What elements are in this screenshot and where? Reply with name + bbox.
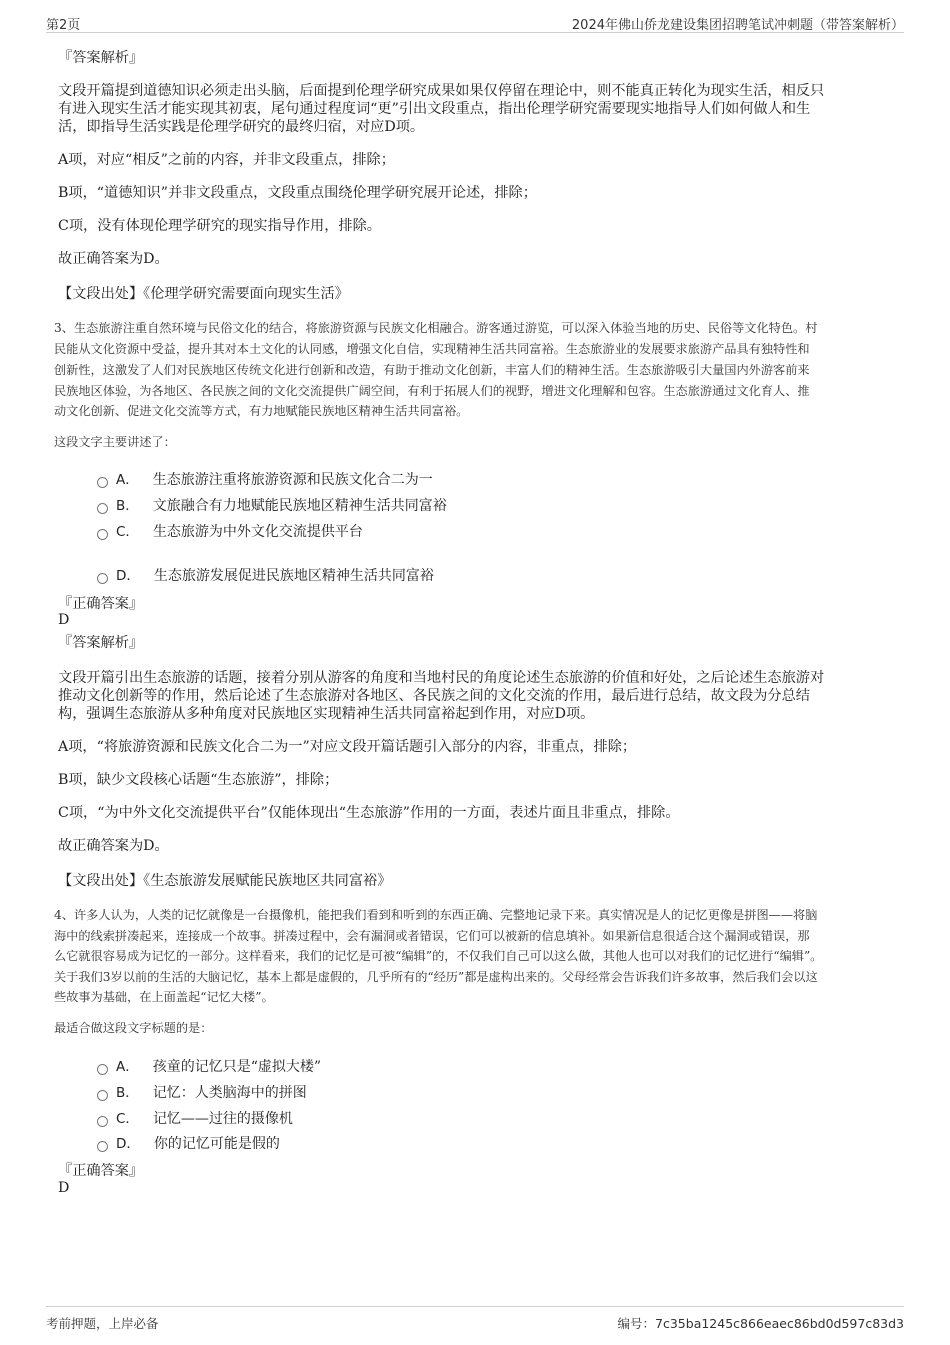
radio-button-icon[interactable] [97, 1064, 108, 1075]
q2-option-a-note: A项，对应“相反”之前的内容，并非文段重点，排除； [58, 152, 395, 168]
page-header [46, 12, 904, 33]
q3-analysis-line-3: 构，强调生态旅游从多种角度对民族地区实现精神生活共同富裕起到作用，对应D项。 [58, 706, 595, 722]
q3-analysis-line-2: 推动文化创新等的作用，然后论述了生态旅游对各地区、各民族之间的文化交流的作用，最后进行总结，故文段为分总结 [58, 688, 810, 704]
q4-answer-label: 『正确答案』 [58, 1163, 144, 1179]
radio-button-icon[interactable] [97, 1116, 108, 1127]
page-number: 第2页 [46, 18, 81, 33]
radio-button-icon[interactable] [97, 573, 108, 584]
q3-answer-label: 『正确答案』 [58, 596, 144, 612]
q3-question: 这段文字主要讲述了： [54, 435, 176, 449]
radio-button-icon[interactable] [97, 503, 108, 514]
q4-option-c[interactable]: C． 记忆——过往的摄像机 [97, 1110, 293, 1128]
q3-option-c[interactable]: C． 生态旅游为中外文化交流提供平台 [97, 523, 363, 541]
q2-analysis-line-2: 有进入现实生活才能实现其初衷，尾句通过程度词“更”引出文段重点，指出伦理学研究需要现实地指导人们如何做人和生 [58, 101, 811, 117]
radio-button-icon[interactable] [97, 477, 108, 488]
q3-passage-line-5: 动文化创新、促进文化交流等方式，有力地赋能民族地区精神生活共同富裕。 [54, 404, 469, 418]
radio-button-icon[interactable] [97, 1141, 108, 1152]
q4-passage-line-2: 海中的线索拼凑起来，连接成一个故事。拼凑过程中，会有漏洞或者错误，它们可以被新的信息填补。如果新信息很适合这个漏洞或错误，那 [54, 929, 810, 943]
q4-answer: D [58, 1180, 70, 1196]
q3-source: 【文段出处】《生态旅游发展赋能民族地区共同富裕》 [58, 873, 392, 889]
q2-analysis-label: 『答案解析』 [58, 50, 144, 66]
radio-button-icon[interactable] [97, 1090, 108, 1101]
q4-option-d[interactable]: D． 你的记忆可能是假的 [97, 1135, 280, 1153]
q3-passage-line-1: 3、生态旅游注重自然环境与民俗文化的结合，将旅游资源与民族文化相融合。游客通过游览，可以深入体验当地的历史、民俗等文化特色。村 [54, 321, 818, 335]
radio-button-icon[interactable] [97, 529, 108, 540]
q2-option-b-note: B项，“道德知识”并非文段重点，文段重点围绕伦理学研究展开论述，排除； [58, 185, 537, 201]
q2-analysis-line-3: 活，即指导生活实践是伦理学研究的最终归宿，对应D项。 [58, 119, 425, 135]
document-code: 编号：7c35ba1245c866eaec86bd0d597c83d3 [617, 1316, 904, 1331]
q3-option-b-note: B项，缺少文段核心话题“生态旅游”，排除； [58, 772, 339, 788]
q4-question: 最适合做这段文字标题的是： [54, 1021, 213, 1035]
q3-option-b[interactable]: B． 文旅融合有力地赋能民族地区精神生活共同富裕 [97, 497, 447, 515]
q3-conclusion: 故正确答案为D。 [58, 838, 169, 854]
q3-option-a-note: A项，“将旅游资源和民族文化合二为一”对应文段开篇话题引入部分的内容，非重点，排除； [58, 739, 637, 755]
q3-passage-line-3: 创新性，这激发了人们对民族地区传统文化进行创新和改造，有助于推动文化创新，丰富人们的精神生活。生态旅游吸引大量国内外游客前来 [54, 363, 810, 377]
q3-answer: D [58, 612, 70, 628]
q4-option-b[interactable]: B． 记忆：人类脑海中的拼图 [97, 1084, 307, 1102]
q3-option-d[interactable]: D． 生态旅游发展促进民族地区精神生活共同富裕 [97, 567, 434, 585]
page-footer [46, 1306, 904, 1335]
q4-passage-line-5: 些故事为基础，在上面盖起“记忆大楼”。 [54, 990, 274, 1004]
q3-analysis-label: 『答案解析』 [58, 635, 144, 651]
q2-conclusion: 故正确答案为D。 [58, 251, 169, 267]
q4-option-a[interactable]: A． 孩童的记忆只是“虚拟大楼” [97, 1058, 321, 1076]
q3-option-c-note: C项，“为中外文化交流提供平台”仅能体现出“生态旅游”作用的一方面，表述片面且非重点，排除。 [58, 805, 680, 821]
q2-option-c-note: C项，没有体现伦理学研究的现实指导作用，排除。 [58, 218, 381, 234]
q2-analysis-line-1: 文段开篇提到道德知识必须走出头脑，后面提到伦理学研究成果如果仅停留在理论中，则不能真正转化为现实生活，相反只 [58, 83, 825, 99]
q2-source: 【文段出处】《伦理学研究需要面向现实生活》 [58, 286, 349, 302]
q3-passage-line-4: 民族地区体验，为各地区、各民族之间的文化交流提供广阔空间，有利于拓展人们的视野，增进文化理解和包容。生态旅游通过文化育人、推 [54, 384, 810, 398]
q3-passage-line-2: 民能从文化资源中受益，提升其对本土文化的认同感，增强文化自信，实现精神生活共同富裕。生态旅游业的发展要求旅游产品具有独特性和 [54, 342, 810, 356]
q4-passage-line-4: 关于我们3岁以前的生活的大脑记忆，基本上都是虚假的，几乎所有的“经历”都是虚构出来的。父母经常会告诉我们许多故事，然后我们会以这 [54, 970, 818, 984]
footer-slogan: 考前押题，上岸必备 [46, 1316, 159, 1331]
document-title: 2024年佛山侨龙建设集团招聘笔试冲刺题（带答案解析） [571, 18, 904, 33]
q4-passage-line-3: 么它就很容易成为记忆的一部分。这样看来，我们的记忆是可被“编辑”的，不仅我们自己可以这么做，其他人也可以对我们的记忆进行“编辑”。 [54, 949, 823, 963]
q3-option-a[interactable]: A． 生态旅游注重将旅游资源和民族文化合二为一 [97, 471, 433, 489]
q4-passage-line-1: 4、许多人认为，人类的记忆就像是一台摄像机，能把我们看到和听到的东西正确、完整地记录下来。真实情况是人的记忆更像是拼图——将脑 [54, 908, 818, 922]
q3-analysis-line-1: 文段开篇引出生态旅游的话题，接着分别从游客的角度和当地村民的角度论述生态旅游的价值和好处，之后论述生态旅游对 [58, 670, 825, 686]
